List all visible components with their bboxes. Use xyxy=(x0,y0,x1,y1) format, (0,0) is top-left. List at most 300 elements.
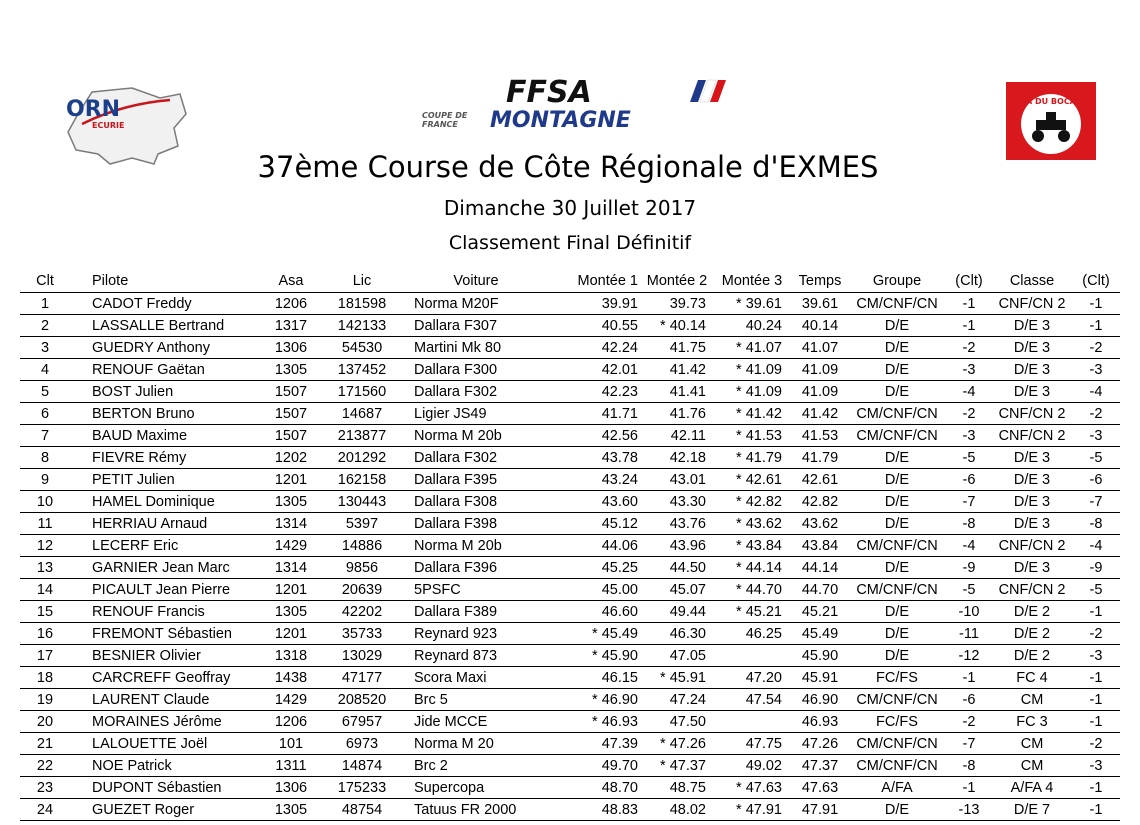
cell-montee-2: 39.73 xyxy=(642,293,712,315)
table-row xyxy=(20,293,1120,315)
svg-text:FFSA: FFSA xyxy=(506,76,592,110)
cell-groupe: CM/CNF/CN xyxy=(848,689,946,711)
svg-text:ASA DU BOCAGE: ASA DU BOCAGE xyxy=(1014,97,1088,106)
cell-clt: 18 xyxy=(20,667,70,689)
results-table xyxy=(20,270,1120,821)
table-row xyxy=(20,711,1120,733)
cell-classe: D/E 2 xyxy=(992,645,1072,667)
cell-montee-1: 48.83 xyxy=(552,799,642,821)
cell-montee-3: 47.54 xyxy=(712,689,792,711)
cell-montee-2: 41.76 xyxy=(642,403,712,425)
table-row xyxy=(20,799,1120,821)
cell-asa: 101 xyxy=(258,733,324,755)
cell-lic: 130443 xyxy=(324,491,400,513)
cell-montee-1: 47.39 xyxy=(552,733,642,755)
cell-asa: 1507 xyxy=(258,403,324,425)
cell-montee-3: * 43.62 xyxy=(712,513,792,535)
cell-temps: 41.53 xyxy=(792,425,848,447)
cell-montee-2: 41.42 xyxy=(642,359,712,381)
cell-clt: 9 xyxy=(20,469,70,491)
cell-classe: CNF/CN 2 xyxy=(992,535,1072,557)
cell-groupe-clt: -2 xyxy=(946,337,992,359)
cell-clt: 12 xyxy=(20,535,70,557)
cell-montee-3: * 41.09 xyxy=(712,381,792,403)
cell-temps: 41.07 xyxy=(792,337,848,359)
cell-voiture: Dallara F302 xyxy=(400,447,552,469)
cell-clt: 17 xyxy=(20,645,70,667)
cell-pilote: BOST Julien xyxy=(70,381,258,403)
cell-groupe-clt: -7 xyxy=(946,491,992,513)
col-header-voiture: Voiture xyxy=(400,270,552,293)
cell-classe: CNF/CN 2 xyxy=(992,425,1072,447)
cell-groupe-clt: -11 xyxy=(946,623,992,645)
cell-clt: 1 xyxy=(20,293,70,315)
cell-groupe: FC/FS xyxy=(848,667,946,689)
cell-pilote: LASSALLE Bertrand xyxy=(70,315,258,337)
cell-pilote: LALOUETTE Joël xyxy=(70,733,258,755)
cell-montee-1: 43.60 xyxy=(552,491,642,513)
cell-montee-2: * 47.26 xyxy=(642,733,712,755)
col-header-groupe: Groupe xyxy=(848,270,946,293)
cell-classe: D/E 7 xyxy=(992,799,1072,821)
cell-groupe: D/E xyxy=(848,469,946,491)
cell-groupe-clt: -8 xyxy=(946,755,992,777)
cell-temps: 44.70 xyxy=(792,579,848,601)
cell-clt: 11 xyxy=(20,513,70,535)
cell-pilote: CADOT Freddy xyxy=(70,293,258,315)
table-row xyxy=(20,447,1120,469)
cell-groupe: D/E xyxy=(848,491,946,513)
col-header-asa: Asa xyxy=(258,270,324,293)
cell-asa: 1201 xyxy=(258,469,324,491)
cell-classe-clt: -7 xyxy=(1072,491,1120,513)
cell-montee-2: 43.30 xyxy=(642,491,712,513)
table-row xyxy=(20,491,1120,513)
cell-groupe-clt: -7 xyxy=(946,733,992,755)
cell-pilote: HERRIAU Arnaud xyxy=(70,513,258,535)
cell-temps: 41.42 xyxy=(792,403,848,425)
cell-montee-3: 46.25 xyxy=(712,623,792,645)
cell-temps: 47.91 xyxy=(792,799,848,821)
cell-montee-1: 46.60 xyxy=(552,601,642,623)
cell-clt: 8 xyxy=(20,447,70,469)
cell-pilote: BAUD Maxime xyxy=(70,425,258,447)
cell-asa: 1429 xyxy=(258,535,324,557)
cell-pilote: GUEDRY Anthony xyxy=(70,337,258,359)
cell-asa: 1305 xyxy=(258,491,324,513)
cell-montee-2: 47.05 xyxy=(642,645,712,667)
cell-voiture: Brc 5 xyxy=(400,689,552,711)
cell-groupe-clt: -1 xyxy=(946,667,992,689)
cell-pilote: RENOUF Francis xyxy=(70,601,258,623)
cell-asa: 1206 xyxy=(258,293,324,315)
cell-classe: CM xyxy=(992,755,1072,777)
results-body xyxy=(20,293,1120,821)
cell-montee-2: * 47.37 xyxy=(642,755,712,777)
cell-montee-1: * 45.90 xyxy=(552,645,642,667)
cell-classe-clt: -1 xyxy=(1072,293,1120,315)
cell-groupe: CM/CNF/CN xyxy=(848,535,946,557)
col-header-classe-clt: (Clt) xyxy=(1072,270,1120,293)
cell-lic: 5397 xyxy=(324,513,400,535)
cell-groupe: CM/CNF/CN xyxy=(848,293,946,315)
cell-clt: 5 xyxy=(20,381,70,403)
cell-temps: 47.63 xyxy=(792,777,848,799)
cell-lic: 42202 xyxy=(324,601,400,623)
cell-groupe-clt: -9 xyxy=(946,557,992,579)
cell-classe: D/E 3 xyxy=(992,491,1072,513)
cell-voiture: 5PSFC xyxy=(400,579,552,601)
cell-clt: 10 xyxy=(20,491,70,513)
cell-clt: 2 xyxy=(20,315,70,337)
cell-classe: D/E 3 xyxy=(992,359,1072,381)
cell-classe-clt: -4 xyxy=(1072,381,1120,403)
cell-asa: 1305 xyxy=(258,799,324,821)
cell-groupe-clt: -12 xyxy=(946,645,992,667)
cell-montee-3 xyxy=(712,645,792,667)
cell-classe-clt: -3 xyxy=(1072,425,1120,447)
page-title: 37ème Course de Côte Régionale d'EXMES xyxy=(257,150,879,184)
cell-temps: 44.14 xyxy=(792,557,848,579)
cell-clt: 23 xyxy=(20,777,70,799)
event-date: Dimanche 30 Juillet 2017 xyxy=(443,196,697,220)
cell-clt: 21 xyxy=(20,733,70,755)
cell-classe: D/E 3 xyxy=(992,469,1072,491)
cell-montee-3: * 41.53 xyxy=(712,425,792,447)
table-row xyxy=(20,425,1120,447)
cell-groupe-clt: -3 xyxy=(946,425,992,447)
cell-groupe: CM/CNF/CN xyxy=(848,425,946,447)
cell-temps: 41.09 xyxy=(792,381,848,403)
cell-pilote: BESNIER Olivier xyxy=(70,645,258,667)
cell-montee-3: 47.20 xyxy=(712,667,792,689)
cell-montee-1: 43.78 xyxy=(552,447,642,469)
cell-montee-1: 46.15 xyxy=(552,667,642,689)
cell-clt: 14 xyxy=(20,579,70,601)
cell-voiture: Tatuus FR 2000 xyxy=(400,799,552,821)
cell-montee-1: 42.56 xyxy=(552,425,642,447)
cell-classe: D/E 3 xyxy=(992,337,1072,359)
cell-temps: 45.49 xyxy=(792,623,848,645)
cell-asa: 1314 xyxy=(258,513,324,535)
cell-montee-1: * 45.49 xyxy=(552,623,642,645)
cell-clt: 24 xyxy=(20,799,70,821)
cell-temps: 47.26 xyxy=(792,733,848,755)
cell-classe: D/E 2 xyxy=(992,623,1072,645)
cell-lic: 175233 xyxy=(324,777,400,799)
cell-montee-1: 39.91 xyxy=(552,293,642,315)
cell-classe-clt: -6 xyxy=(1072,469,1120,491)
cell-montee-2: 48.75 xyxy=(642,777,712,799)
cell-voiture: Reynard 923 xyxy=(400,623,552,645)
cell-classe-clt: -8 xyxy=(1072,513,1120,535)
cell-groupe: CM/CNF/CN xyxy=(848,733,946,755)
cell-lic: 208520 xyxy=(324,689,400,711)
cell-pilote: RENOUF Gaëtan xyxy=(70,359,258,381)
cell-asa: 1314 xyxy=(258,557,324,579)
cell-pilote: LECERF Eric xyxy=(70,535,258,557)
col-header-pilote: Pilote xyxy=(70,270,258,293)
cell-groupe: CM/CNF/CN xyxy=(848,755,946,777)
cell-groupe-clt: -1 xyxy=(946,315,992,337)
cell-temps: 47.37 xyxy=(792,755,848,777)
cell-temps: 43.84 xyxy=(792,535,848,557)
table-row xyxy=(20,337,1120,359)
cell-pilote: FREMONT Sébastien xyxy=(70,623,258,645)
cell-voiture: Dallara F398 xyxy=(400,513,552,535)
cell-voiture: Reynard 873 xyxy=(400,645,552,667)
cell-groupe-clt: -6 xyxy=(946,469,992,491)
cell-montee-1: 45.00 xyxy=(552,579,642,601)
cell-groupe: D/E xyxy=(848,315,946,337)
cell-groupe-clt: -5 xyxy=(946,447,992,469)
cell-pilote: PICAULT Jean Pierre xyxy=(70,579,258,601)
cell-temps: 46.90 xyxy=(792,689,848,711)
cell-asa: 1429 xyxy=(258,689,324,711)
cell-voiture: Supercopa xyxy=(400,777,552,799)
svg-text:ECURIE: ECURIE xyxy=(92,121,125,130)
cell-clt: 3 xyxy=(20,337,70,359)
cell-asa: 1507 xyxy=(258,425,324,447)
cell-temps: 45.91 xyxy=(792,667,848,689)
cell-asa: 1306 xyxy=(258,337,324,359)
cell-classe: CM xyxy=(992,733,1072,755)
cell-voiture: Dallara F300 xyxy=(400,359,552,381)
cell-pilote: PETIT Julien xyxy=(70,469,258,491)
cell-clt: 13 xyxy=(20,557,70,579)
cell-temps: 45.90 xyxy=(792,645,848,667)
cell-pilote: HAMEL Dominique xyxy=(70,491,258,513)
cell-montee-3: * 41.79 xyxy=(712,447,792,469)
cell-montee-1: * 46.90 xyxy=(552,689,642,711)
cell-voiture: Dallara F389 xyxy=(400,601,552,623)
cell-voiture: Dallara F307 xyxy=(400,315,552,337)
cell-clt: 4 xyxy=(20,359,70,381)
cell-montee-2: 41.75 xyxy=(642,337,712,359)
cell-pilote: GARNIER Jean Marc xyxy=(70,557,258,579)
cell-lic: 14874 xyxy=(324,755,400,777)
table-row xyxy=(20,667,1120,689)
cell-temps: 41.79 xyxy=(792,447,848,469)
cell-montee-3: * 41.07 xyxy=(712,337,792,359)
cell-lic: 171560 xyxy=(324,381,400,403)
cell-classe-clt: -2 xyxy=(1072,403,1120,425)
cell-montee-2: 47.50 xyxy=(642,711,712,733)
cell-montee-3: * 41.09 xyxy=(712,359,792,381)
svg-text:MONTAGNE: MONTAGNE xyxy=(490,108,631,132)
cell-asa: 1305 xyxy=(258,601,324,623)
table-row xyxy=(20,535,1120,557)
cell-lic: 67957 xyxy=(324,711,400,733)
cell-classe-clt: -4 xyxy=(1072,535,1120,557)
cell-groupe: CM/CNF/CN xyxy=(848,579,946,601)
cell-classe-clt: -3 xyxy=(1072,645,1120,667)
cell-montee-3 xyxy=(712,711,792,733)
cell-asa: 1311 xyxy=(258,755,324,777)
page-subtitle: Classement Final Définitif xyxy=(448,232,692,254)
cell-clt: 15 xyxy=(20,601,70,623)
table-row xyxy=(20,733,1120,755)
cell-montee-2: 43.01 xyxy=(642,469,712,491)
cell-groupe-clt: -1 xyxy=(946,777,992,799)
cell-classe-clt: -1 xyxy=(1072,799,1120,821)
cell-montee-3: * 42.82 xyxy=(712,491,792,513)
cell-lic: 213877 xyxy=(324,425,400,447)
cell-classe: D/E 3 xyxy=(992,513,1072,535)
cell-lic: 20639 xyxy=(324,579,400,601)
cell-groupe: D/E xyxy=(848,623,946,645)
cell-classe: D/E 3 xyxy=(992,447,1072,469)
cell-asa: 1201 xyxy=(258,579,324,601)
cell-montee-2: * 40.14 xyxy=(642,315,712,337)
cell-clt: 16 xyxy=(20,623,70,645)
table-row xyxy=(20,689,1120,711)
cell-lic: 181598 xyxy=(324,293,400,315)
cell-groupe-clt: -10 xyxy=(946,601,992,623)
cell-montee-3: * 47.91 xyxy=(712,799,792,821)
cell-groupe-clt: -2 xyxy=(946,403,992,425)
table-row xyxy=(20,359,1120,381)
table-header-row xyxy=(20,270,1120,293)
cell-lic: 162158 xyxy=(324,469,400,491)
cell-montee-3: * 44.70 xyxy=(712,579,792,601)
table-row xyxy=(20,513,1120,535)
cell-lic: 142133 xyxy=(324,315,400,337)
cell-montee-1: 44.06 xyxy=(552,535,642,557)
cell-montee-1: 41.71 xyxy=(552,403,642,425)
cell-temps: 40.14 xyxy=(792,315,848,337)
cell-clt: 6 xyxy=(20,403,70,425)
cell-montee-2: 44.50 xyxy=(642,557,712,579)
cell-temps: 45.21 xyxy=(792,601,848,623)
col-header-groupe-clt: (Clt) xyxy=(946,270,992,293)
cell-montee-2: 47.24 xyxy=(642,689,712,711)
cell-lic: 35733 xyxy=(324,623,400,645)
ffsa-montagne-logo xyxy=(418,76,728,132)
cell-asa: 1438 xyxy=(258,667,324,689)
cell-voiture: Norma M20F xyxy=(400,293,552,315)
col-header-lic: Lic xyxy=(324,270,400,293)
asa-du-bocage-logo xyxy=(1006,82,1096,160)
col-header-classe: Classe xyxy=(992,270,1072,293)
table-row xyxy=(20,315,1120,337)
cell-temps: 42.82 xyxy=(792,491,848,513)
cell-classe-clt: -5 xyxy=(1072,579,1120,601)
cell-voiture: Scora Maxi xyxy=(400,667,552,689)
cell-montee-2: 45.07 xyxy=(642,579,712,601)
cell-asa: 1201 xyxy=(258,623,324,645)
cell-pilote: DUPONT Sébastien xyxy=(70,777,258,799)
cell-groupe-clt: -2 xyxy=(946,711,992,733)
cell-temps: 42.61 xyxy=(792,469,848,491)
table-row xyxy=(20,469,1120,491)
cell-pilote: MORAINES Jérôme xyxy=(70,711,258,733)
cell-groupe: D/E xyxy=(848,359,946,381)
cell-montee-3: * 44.14 xyxy=(712,557,792,579)
cell-lic: 137452 xyxy=(324,359,400,381)
cell-groupe-clt: -4 xyxy=(946,535,992,557)
cell-asa: 1305 xyxy=(258,359,324,381)
cell-pilote: FIEVRE Rémy xyxy=(70,447,258,469)
cell-pilote: GUEZET Roger xyxy=(70,799,258,821)
cell-classe-clt: -3 xyxy=(1072,755,1120,777)
col-header-montee-2: Montée 2 xyxy=(642,270,712,293)
cell-montee-3: * 41.42 xyxy=(712,403,792,425)
cell-montee-1: 45.12 xyxy=(552,513,642,535)
cell-montee-1: 40.55 xyxy=(552,315,642,337)
table-row xyxy=(20,579,1120,601)
cell-voiture: Martini Mk 80 xyxy=(400,337,552,359)
table-row xyxy=(20,601,1120,623)
cell-clt: 22 xyxy=(20,755,70,777)
cell-montee-1: 42.24 xyxy=(552,337,642,359)
cell-groupe: D/E xyxy=(848,645,946,667)
cell-montee-3: * 47.63 xyxy=(712,777,792,799)
cell-asa: 1318 xyxy=(258,645,324,667)
cell-montee-3: 47.75 xyxy=(712,733,792,755)
cell-voiture: Norma M 20b xyxy=(400,425,552,447)
cell-groupe: D/E xyxy=(848,799,946,821)
cell-montee-2: 42.11 xyxy=(642,425,712,447)
cell-groupe: D/E xyxy=(848,381,946,403)
cell-groupe-clt: -6 xyxy=(946,689,992,711)
cell-lic: 13029 xyxy=(324,645,400,667)
cell-groupe-clt: -3 xyxy=(946,359,992,381)
table-row xyxy=(20,557,1120,579)
cell-groupe-clt: -5 xyxy=(946,579,992,601)
cell-montee-2: 49.44 xyxy=(642,601,712,623)
cell-groupe-clt: -4 xyxy=(946,381,992,403)
cell-classe: CM xyxy=(992,689,1072,711)
cell-asa: 1317 xyxy=(258,315,324,337)
col-header-temps: Temps xyxy=(792,270,848,293)
cell-temps: 39.61 xyxy=(792,293,848,315)
cell-classe: FC 3 xyxy=(992,711,1072,733)
cell-classe-clt: -1 xyxy=(1072,689,1120,711)
cell-classe-clt: -1 xyxy=(1072,601,1120,623)
cell-montee-1: * 46.93 xyxy=(552,711,642,733)
cell-montee-3: * 45.21 xyxy=(712,601,792,623)
cell-pilote: CARCREFF Geoffray xyxy=(70,667,258,689)
svg-text:ORN: ORN xyxy=(66,97,121,122)
cell-temps: 46.93 xyxy=(792,711,848,733)
cell-lic: 9856 xyxy=(324,557,400,579)
cell-voiture: Dallara F302 xyxy=(400,381,552,403)
svg-text:COUPE DE: COUPE DE xyxy=(422,111,468,120)
cell-lic: 14886 xyxy=(324,535,400,557)
cell-asa: 1507 xyxy=(258,381,324,403)
cell-classe-clt: -1 xyxy=(1072,711,1120,733)
cell-temps: 43.62 xyxy=(792,513,848,535)
cell-classe-clt: -1 xyxy=(1072,667,1120,689)
cell-montee-2: * 45.91 xyxy=(642,667,712,689)
table-row xyxy=(20,755,1120,777)
cell-pilote: BERTON Bruno xyxy=(70,403,258,425)
cell-montee-1: 42.23 xyxy=(552,381,642,403)
cell-groupe-clt: -1 xyxy=(946,293,992,315)
cell-montee-2: 41.41 xyxy=(642,381,712,403)
cell-classe: D/E 3 xyxy=(992,557,1072,579)
cell-voiture: Jide MCCE xyxy=(400,711,552,733)
cell-classe: D/E 2 xyxy=(992,601,1072,623)
cell-groupe-clt: -8 xyxy=(946,513,992,535)
cell-groupe: A/FA xyxy=(848,777,946,799)
cell-voiture: Dallara F396 xyxy=(400,557,552,579)
cell-montee-3: * 39.61 xyxy=(712,293,792,315)
col-header-montee-3: Montée 3 xyxy=(712,270,792,293)
cell-groupe-clt: -13 xyxy=(946,799,992,821)
cell-groupe: D/E xyxy=(848,557,946,579)
